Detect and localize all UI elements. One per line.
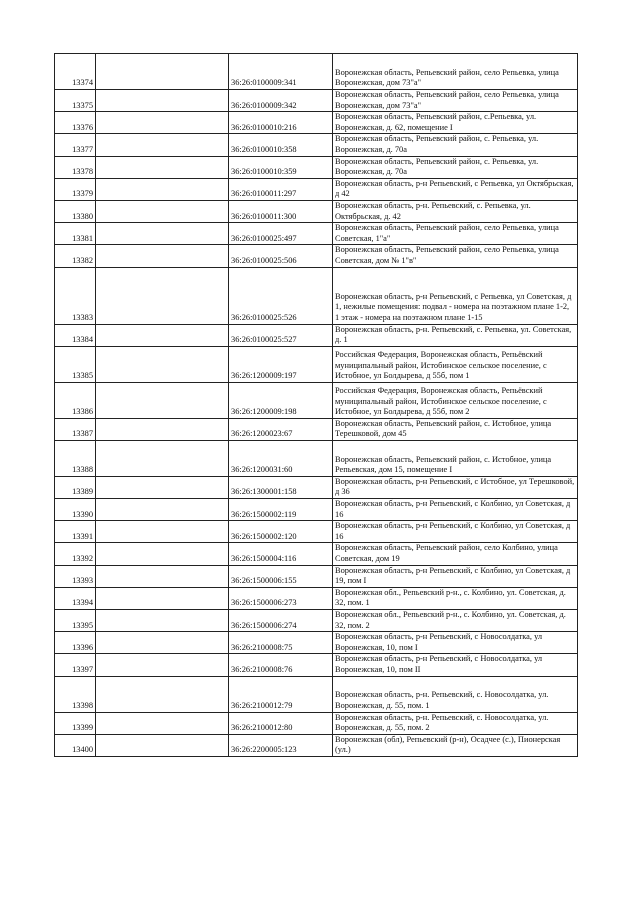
row-empty-cell	[96, 676, 229, 712]
cadastral-number: 36:26:0100011:300	[229, 200, 333, 222]
property-address: Воронежская область, Репьевский район, село Репьевка, улица Советская, дом № 1"в"	[333, 245, 578, 267]
row-empty-cell	[96, 543, 229, 565]
row-empty-cell	[96, 654, 229, 676]
table-row	[55, 156, 578, 178]
row-number: 13377	[55, 134, 96, 156]
table-row	[55, 200, 578, 222]
row-number: 13390	[55, 499, 96, 521]
row-number: 13376	[55, 112, 96, 134]
row-number: 13381	[55, 223, 96, 245]
cadastral-number: 36:26:1200023:67	[229, 418, 333, 440]
table-body	[55, 54, 578, 757]
cadastral-number: 36:26:2100008:76	[229, 654, 333, 676]
cadastral-number: 36:26:0100025:497	[229, 223, 333, 245]
row-empty-cell	[96, 90, 229, 112]
property-address: Воронежская область, Репьевский район, с.Репьевка, ул. Воронежская, д. 62, помещение I	[333, 112, 578, 134]
property-address: Российская Федерация, Воронежская область, Репьёвский муниципальный район, Истобинское сельское поселение, с Истобное, ул Болдырева, д 55б, пом 2	[333, 382, 578, 418]
row-empty-cell	[96, 346, 229, 382]
property-address: Воронежская область, Репьевский район, с. Репьевка, ул. Воронежская, д. 70а	[333, 156, 578, 178]
cadastral-number: 36:26:2100012:80	[229, 712, 333, 734]
property-address: Воронежская область, р-н. Репьевский, с. Репьевка, ул. Советская, д. 1	[333, 324, 578, 346]
row-empty-cell	[96, 587, 229, 609]
table-row	[55, 54, 578, 90]
table-row	[55, 712, 578, 734]
property-address: Воронежская обл., Репьевский р-н., с. Колбино, ул. Советская, д. 32, пом. 2	[333, 610, 578, 632]
table-row	[55, 499, 578, 521]
property-address: Воронежская область, р-н Репьевский, с Колбино, ул Советская, д 16	[333, 521, 578, 543]
cadastral-number: 36:26:0100011:297	[229, 178, 333, 200]
table-row	[55, 440, 578, 476]
property-address: Воронежская обл., Репьевский р-н., с. Колбино, ул. Советская, д. 32, пом. 1	[333, 587, 578, 609]
property-address: Воронежская область, Репьевский район, с. Истобное, улица Репьевская, дом 15, помещение I	[333, 440, 578, 476]
table-row	[55, 418, 578, 440]
table-row	[55, 587, 578, 609]
row-number: 13398	[55, 676, 96, 712]
property-address: Воронежская область, Репьевский район, с. Репьевка, ул. Воронежская, д. 70а	[333, 134, 578, 156]
row-number: 13385	[55, 346, 96, 382]
cadastral-number: 36:26:1500002:119	[229, 499, 333, 521]
cadastral-number: 36:26:1500006:273	[229, 587, 333, 609]
property-address: Воронежская область, Репьевский район, село Репьевка, улица Воронежская, дом 73"а"	[333, 90, 578, 112]
row-empty-cell	[96, 112, 229, 134]
cadastral-number: 36:26:0100025:526	[229, 267, 333, 324]
row-number: 13380	[55, 200, 96, 222]
table-row	[55, 346, 578, 382]
cadastral-number: 36:26:1500002:120	[229, 521, 333, 543]
property-address: Российская Федерация, Воронежская область, Репьёвский муниципальный район, Истобинское сельское поселение, с Истобное, ул Болдырева, д 55б, пом 1	[333, 346, 578, 382]
table-row	[55, 245, 578, 267]
row-empty-cell	[96, 156, 229, 178]
row-empty-cell	[96, 223, 229, 245]
cadastral-number: 36:26:1300001:158	[229, 476, 333, 498]
property-address: Воронежская область, Репьевский район, село Репьевка, улица Советская, 1"а"	[333, 223, 578, 245]
row-empty-cell	[96, 712, 229, 734]
cadastral-number: 36:26:1500006:274	[229, 610, 333, 632]
cadastral-number: 36:26:2100012:79	[229, 676, 333, 712]
row-empty-cell	[96, 499, 229, 521]
table-row	[55, 382, 578, 418]
row-number: 13399	[55, 712, 96, 734]
property-address: Воронежская область, р-н Репьевский, с Репьевка, ул Советская, д 1, нежилые помещения: подвал - номера на поэтажном плане 1-2, 1 этаж - номера на поэтажном плане 1-15	[333, 267, 578, 324]
table-row	[55, 565, 578, 587]
property-address: Воронежская область, р-н Репьевский, с Колбино, ул Советская, д 19, пом I	[333, 565, 578, 587]
table-row	[55, 112, 578, 134]
table-row	[55, 267, 578, 324]
cadastral-number: 36:26:0100009:342	[229, 90, 333, 112]
row-empty-cell	[96, 54, 229, 90]
row-number: 13396	[55, 632, 96, 654]
row-number: 13389	[55, 476, 96, 498]
property-address: Воронежская область, р-н. Репьевский, с. Новосолдатка, ул. Воронежская, д. 55, пом. 1	[333, 676, 578, 712]
row-empty-cell	[96, 440, 229, 476]
property-address: Воронежская область, р-н Репьевский, с Новосолдатка, ул Воронежская, 10, пом II	[333, 654, 578, 676]
row-number: 13375	[55, 90, 96, 112]
property-address: Воронежская область, р-н Репьевский, с Истобное, ул Терешковой, д 36	[333, 476, 578, 498]
table-row	[55, 134, 578, 156]
row-number: 13384	[55, 324, 96, 346]
property-address: Воронежская область, р-н. Репьевский, с. Новосолдатка, ул. Воронежская, д. 55, пом. 2	[333, 712, 578, 734]
property-address: Воронежская область, р-н Репьевский, с Колбино, ул Советская, д 16	[333, 499, 578, 521]
cadastral-number: 36:26:0100010:358	[229, 134, 333, 156]
property-address: Воронежская область, р-н Репьевский, с Репьевка, ул Октябрьская, д 42	[333, 178, 578, 200]
table-row	[55, 90, 578, 112]
table-row	[55, 521, 578, 543]
row-number: 13397	[55, 654, 96, 676]
property-address: Воронежская (обл), Репьевский (р-н), Осадчее (с.), Пионерская (ул.)	[333, 734, 578, 756]
row-empty-cell	[96, 267, 229, 324]
row-empty-cell	[96, 382, 229, 418]
cadastral-number: 36:26:1500006:155	[229, 565, 333, 587]
cadastral-number: 36:26:0100025:506	[229, 245, 333, 267]
table-row	[55, 223, 578, 245]
property-register-table	[54, 53, 578, 757]
row-empty-cell	[96, 324, 229, 346]
table-row	[55, 632, 578, 654]
row-empty-cell	[96, 610, 229, 632]
row-empty-cell	[96, 521, 229, 543]
row-number: 13383	[55, 267, 96, 324]
row-empty-cell	[96, 476, 229, 498]
table-row	[55, 676, 578, 712]
row-number: 13386	[55, 382, 96, 418]
table-row	[55, 543, 578, 565]
row-empty-cell	[96, 245, 229, 267]
row-number: 13388	[55, 440, 96, 476]
table-row	[55, 654, 578, 676]
property-address: Воронежская область, Репьевский район, с. Истобное, улица Терешковой, дом 45	[333, 418, 578, 440]
row-empty-cell	[96, 734, 229, 756]
cadastral-number: 36:26:2200005:123	[229, 734, 333, 756]
table-row	[55, 734, 578, 756]
table-row	[55, 476, 578, 498]
row-number: 13374	[55, 54, 96, 90]
row-empty-cell	[96, 632, 229, 654]
property-address: Воронежская область, Репьевский район, село Репьевка, улица Воронежская, дом 73"а"	[333, 54, 578, 90]
cadastral-number: 36:26:0100010:359	[229, 156, 333, 178]
row-number: 13392	[55, 543, 96, 565]
table-row	[55, 610, 578, 632]
property-address: Воронежская область, р-н Репьевский, с Новосолдатка, ул Воронежская, 10, пом I	[333, 632, 578, 654]
row-number: 13391	[55, 521, 96, 543]
row-empty-cell	[96, 418, 229, 440]
cadastral-number: 36:26:0100010:216	[229, 112, 333, 134]
row-empty-cell	[96, 178, 229, 200]
row-number: 13400	[55, 734, 96, 756]
row-empty-cell	[96, 134, 229, 156]
cadastral-number: 36:26:1200031:60	[229, 440, 333, 476]
cadastral-number: 36:26:2100008:75	[229, 632, 333, 654]
row-number: 13387	[55, 418, 96, 440]
row-number: 13382	[55, 245, 96, 267]
table-row	[55, 178, 578, 200]
property-address: Воронежская область, р-н. Репьевский, с. Репьевка, ул. Октябрьская, д. 42	[333, 200, 578, 222]
cadastral-number: 36:26:1500004:116	[229, 543, 333, 565]
cadastral-number: 36:26:1200009:197	[229, 346, 333, 382]
cadastral-number: 36:26:0100009:341	[229, 54, 333, 90]
row-empty-cell	[96, 200, 229, 222]
row-number: 13395	[55, 610, 96, 632]
row-empty-cell	[96, 565, 229, 587]
table-row	[55, 324, 578, 346]
row-number: 13393	[55, 565, 96, 587]
row-number: 13379	[55, 178, 96, 200]
property-address: Воронежская область, Репьевский район, село Колбино, улица Советская, дом 19	[333, 543, 578, 565]
cadastral-number: 36:26:0100025:527	[229, 324, 333, 346]
cadastral-number: 36:26:1200009:198	[229, 382, 333, 418]
row-number: 13394	[55, 587, 96, 609]
row-number: 13378	[55, 156, 96, 178]
